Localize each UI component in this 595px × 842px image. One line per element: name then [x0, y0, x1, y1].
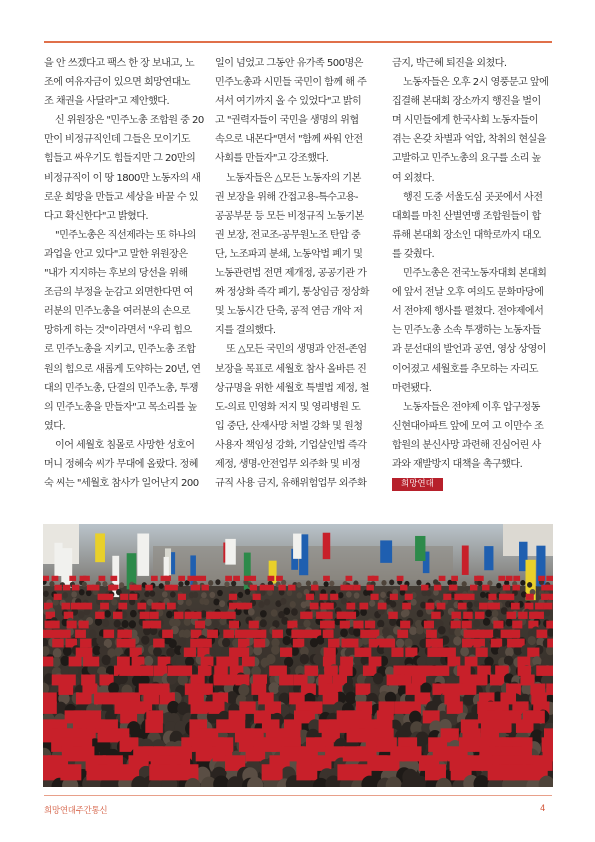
article-line: 였다.: [44, 420, 66, 432]
article-line: 공공부문 등 모든 비정규직 노동기본: [215, 210, 364, 222]
top-accent-rule: [44, 41, 552, 43]
article-line: 금지, 박근혜 퇴진을 외쳤다.: [392, 58, 507, 69]
article-paragraph: [392, 54, 552, 73]
article-line: 망하게 하는 것"이라면서 "우리 힘으: [44, 325, 192, 337]
article-line: 권 보장, 전교조-공무원노조 탄압 중: [215, 229, 361, 241]
article-line: 신현대아파트 앞에 모여 고 이만수 조: [392, 420, 544, 432]
article-line: 을 안 쓰겠다고 팩스 한 장 보내고, 노: [44, 58, 195, 69]
article-line: 도-의료 민영화 저지 및 영리병원 도: [215, 401, 361, 413]
article-line: 고발하고 민주노총의 요구를 소리 높: [392, 153, 541, 165]
article-line: 짜 정상화 즉각 폐기, 통상임금 정상화: [215, 287, 369, 299]
article-line: 노동자들은 오후 2시 영풍문고 앞에: [403, 77, 549, 89]
article-line: 류해 본대회 장소인 대학로까지 대오: [392, 229, 541, 241]
article-line: 사용자 책임성 강화, 기업살인법 즉각: [215, 439, 367, 451]
article-line: 는 민주노총 소속 투쟁하는 노동자들: [392, 325, 541, 337]
footer-rule: [44, 795, 552, 796]
article-line: 힘들고 싸우기도 힘들지만 그 20만의: [44, 153, 196, 165]
rally-crowd-photo: [43, 524, 553, 787]
article-line: 고 "권력자들이 국민을 생명의 위협: [215, 115, 359, 127]
article-column-2: [215, 54, 375, 493]
article-line: 노동자들은 △모든 노동자의 기본: [226, 172, 361, 184]
article-paragraph: [392, 398, 552, 474]
article-paragraph: [215, 169, 375, 341]
article-line: 민주노총과 시민들 국민이 함께 해 주: [215, 77, 367, 89]
article-line: 과와 재발방지 대책을 촉구했다.: [392, 458, 523, 470]
article-line: 며 시민들에게 한국사회 노동자들이: [392, 115, 538, 127]
article-line: 셔서 여기까지 올 수 있었다"고 밝히: [215, 96, 362, 108]
article-line: 다고 확신한다"고 밝혔다.: [44, 210, 149, 222]
article-paragraph: [44, 111, 204, 226]
article-line: 속으로 내몬다"면서 "함께 싸워 안전: [215, 134, 363, 146]
article-line: 서 전야제 행사를 펼쳤다. 전야제에서: [392, 306, 544, 318]
article-line: 숙 씨는 "세월호 참사가 일어난지 200: [44, 478, 199, 490]
article-line: 사회를 만들자"고 강조했다.: [215, 153, 329, 165]
article-line: 마련됐다.: [392, 382, 432, 394]
article-line: 지를 결의했다.: [215, 325, 276, 337]
article-line: 또 △모든 국민의 생명과 안전-존엄: [226, 344, 367, 356]
article-line: "민주노총은 직선제라는 또 하나의: [55, 229, 196, 241]
page-number: 4: [540, 804, 546, 814]
article-line: 만이 비정규직인데 그들은 모이기도: [44, 134, 190, 146]
article-paragraph: [392, 264, 552, 398]
article-line: 집결해 본대회 장소까지 행진을 벌이: [392, 96, 541, 108]
article-paragraph: [44, 436, 204, 493]
article-line: 과업을 안고 있다"고 말한 위원장은: [44, 248, 188, 260]
article-line: 조금의 부정을 눈감고 외면한다면 여: [44, 287, 193, 299]
article-line: 겪는 온갖 차별과 억압, 착취의 현실을: [392, 134, 546, 146]
article-line: 노동자들은 전야제 이후 압구정동: [403, 401, 540, 413]
article-column-1: [44, 54, 204, 493]
article-paragraph: [215, 54, 375, 169]
article-line: 일이 넘었고 그동안 유가족 500명은: [215, 58, 363, 69]
article-line: 러분의 민주노총을 여러분의 손으로: [44, 306, 190, 318]
article-line: 에 앞서 전날 오후 여의도 문화마당에: [392, 287, 544, 299]
article-line: 로운 희망을 만들고 세상을 바꿀 수 있: [44, 191, 198, 203]
article-line: 의 민주노총을 만들자"고 목소리를 높: [44, 401, 197, 413]
article-line: 상규명을 위한 세월호 특별법 제정, 철: [215, 382, 369, 394]
article-paragraph: [392, 73, 552, 188]
article-paragraph: [392, 188, 552, 264]
article-line: 비정규직이 이 땅 1800만 노동자의 새: [44, 172, 201, 184]
article-line: 로 민주노총을 지키고, 민주노총 조합: [44, 344, 196, 356]
article-line: 대의 민주노총, 단결의 민주노총, 투쟁: [44, 382, 198, 394]
article-line: 규직 사용 금지, 유해위험업무 외주화: [215, 478, 367, 490]
article-line: 민주노총은 전국노동자대회 본대회: [403, 268, 547, 280]
article-line: 머니 정혜숙 씨가 무대에 올랐다. 정혜: [44, 458, 198, 470]
article-line: 입 중단, 산재사망 처벌 강화 및 원청: [215, 420, 363, 432]
article-line: 보장을 목표로 세월호 참사 올바른 진: [215, 363, 367, 375]
article-line: 신 위원장은 "민주노총 조합원 중 20: [55, 115, 204, 127]
article-paragraph: [215, 340, 375, 493]
article-paragraph: [44, 54, 204, 111]
article-line: 행진 도중 서울도심 곳곳에서 사전: [403, 191, 543, 203]
article-line: 조에 여유자금이 있으면 희망연대노: [44, 77, 190, 89]
article-line: 를 갖췄다.: [392, 248, 435, 260]
article-column-3: [392, 54, 552, 493]
article-line: 이어졌고 세월호를 추모하는 자리도: [392, 363, 538, 375]
article-line: 원의 힘으로 새롭게 도약하는 20년, 연: [44, 363, 201, 375]
article-line: "내가 지지하는 후보의 당선을 위해: [44, 268, 188, 280]
article-line: 과 문선대의 발언과 공연, 영상 상영이: [392, 344, 546, 356]
rally-photo-image: [43, 524, 553, 787]
article-line: 및 노동시간 단축, 공적 연금 개악 저: [215, 306, 363, 318]
article-line: 여 외쳤다.: [392, 172, 435, 184]
publication-name: 희망연대주간통신: [44, 806, 108, 816]
article-line: 단, 노조파괴 분쇄, 노동악법 폐기 및: [215, 248, 363, 260]
article-line: 대회를 마친 산별연맹 조합원들이 합: [392, 210, 541, 222]
byline-badge: 희망연대: [392, 478, 443, 491]
article-line: 권 보장을 위해 간접고용-특수고용-: [215, 191, 358, 203]
article-paragraph: [44, 226, 204, 436]
article-line: 제정, 생명-안전업무 외주화 및 비정: [215, 458, 361, 470]
article-line: 이어 세월호 침몰로 사망한 성호어: [55, 439, 195, 451]
article-line: 조 채권을 사달라"고 제안했다.: [44, 96, 170, 108]
article-line: 노동관련법 전면 제개정, 공공기관 가: [215, 268, 367, 280]
article-line: 합원의 분신사망 과련해 진심어린 사: [392, 439, 541, 451]
